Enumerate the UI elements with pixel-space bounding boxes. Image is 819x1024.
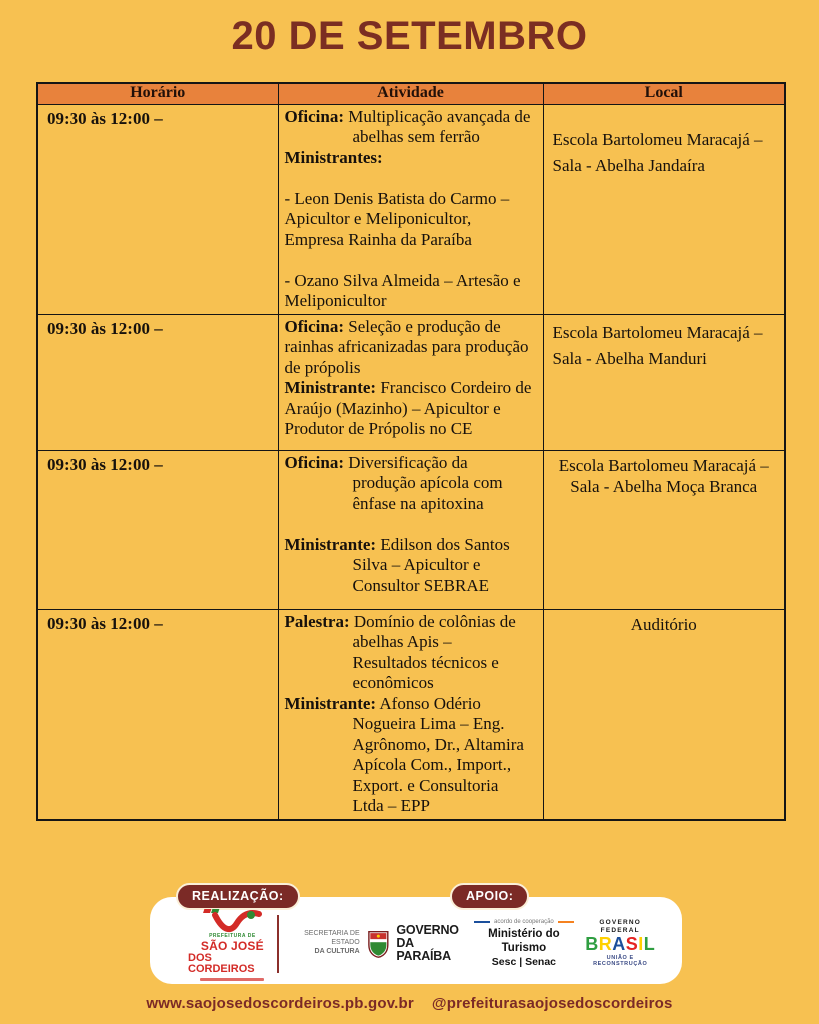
column-header-local: Local — [543, 83, 785, 104]
footer-links — [0, 995, 819, 1012]
time-cell: 09:30 às 12:00 – — [37, 314, 278, 450]
table-header — [37, 83, 785, 104]
schedule-table — [36, 82, 786, 821]
instagram-handle: @prefeiturasaojosedoscordeiros — [431, 995, 673, 1012]
sao-jose-dos-cordeiros-logo — [188, 907, 277, 981]
sjc-tagline-bar — [200, 978, 264, 981]
table-row — [37, 314, 785, 450]
sesc-senac-label: Sesc | Senac — [491, 955, 557, 968]
time-cell: 09:30 às 12:00 – — [37, 609, 278, 820]
local-cell: Escola Bartolomeu Maracajá – Sala - Abelha Moça Branca — [543, 450, 785, 609]
sponsor-logos-row — [150, 897, 682, 984]
governo-federal-label: GOVERNO FEDERAL — [599, 919, 642, 934]
activity-cell: Oficina: Seleção e produção de rainhas africanizadas para produção de própolis Ministrante: Francisco Cordeiro de Araújo (Mazinho) – Apicultor e Produtor de Própolis no CE — [278, 314, 543, 450]
apoio-badge: APOIO: — [450, 883, 529, 910]
page-title: 20 DE SETEMBRO — [231, 14, 588, 58]
time-cell: 09:30 às 12:00 – — [37, 450, 278, 609]
table-row — [37, 104, 785, 314]
local-cell: Escola Bartolomeu Maracajá – Sala - Abelha Jandaíra — [543, 104, 785, 314]
time-cell: 09:30 às 12:00 – — [37, 104, 278, 314]
uniao-reconstrucao-label: UNIÃO E RECONSTRUÇÃO — [593, 955, 648, 968]
paraiba-coat-of-arms-icon — [367, 929, 390, 959]
cultura-label: DA CULTURA — [314, 947, 360, 955]
sjc-name-line1: SÃO JOSÉ — [200, 938, 264, 953]
governo-federal-brasil-logo — [581, 919, 660, 967]
acordo-cooperacao-label: acordo de cooperação — [494, 918, 554, 925]
activity-cell: Oficina: Multiplicação avançada de abelhas sem ferrão Ministrantes: - Leon Denis Batista do Carmo – Apicultor e Meliponicultor, Empresa Rainha da Paraíba - Ozano Silva Almeida – Artesão e Meliponicultor — [278, 104, 543, 314]
coop-orange-dash — [558, 921, 574, 923]
column-header-horario: Horário — [37, 83, 278, 104]
ministerio-do-turismo-logo — [467, 919, 580, 968]
activity-cell: Palestra: Domínio de colônias de abelhas Apis – Resultados técnicos e econômicos Ministrante: Afonso Odério Nogueira Lima – Eng. Agrônomo, Dr., Altamira Apícola Com., Import., Export. e Consultoria Ltda – EPP — [278, 609, 543, 820]
governo-label: GOVERNO — [396, 922, 459, 937]
local-cell: Escola Bartolomeu Maracajá – Sala - Abelha Manduri — [543, 314, 785, 450]
sjc-name-line2: DOS CORDEIROS — [188, 951, 255, 975]
local-cell: Auditório — [543, 609, 785, 820]
sjc-swoosh-icon — [201, 907, 263, 933]
da-paraiba-label: DA PARAÍBA — [396, 935, 451, 964]
column-header-atividade: Atividade — [278, 83, 543, 104]
governo-da-paraiba-logo — [279, 924, 468, 963]
coop-blue-dash — [474, 921, 490, 923]
sjc-prefeitura-label: PREFEITURA DE — [209, 932, 256, 939]
website-url: www.saojosedoscordeiros.pb.gov.br — [146, 995, 414, 1012]
table-row — [37, 450, 785, 609]
secretaria-label: SECRETARIA DE ESTADO — [304, 930, 360, 947]
sponsors-card — [150, 889, 682, 984]
activity-cell: Oficina: Diversificação da produção apícola com ênfase na apitoxina Ministrante: Edilson dos Santos Silva – Apicultor e Consultor SEBRAE — [278, 450, 543, 609]
brasil-wordmark: BRASIL — [585, 934, 656, 955]
ministerio-turismo-label: Ministério do Turismo — [488, 928, 560, 954]
schedule-table-body — [37, 104, 785, 820]
realizacao-badge: REALIZAÇÃO: — [176, 883, 300, 910]
table-row — [37, 609, 785, 820]
